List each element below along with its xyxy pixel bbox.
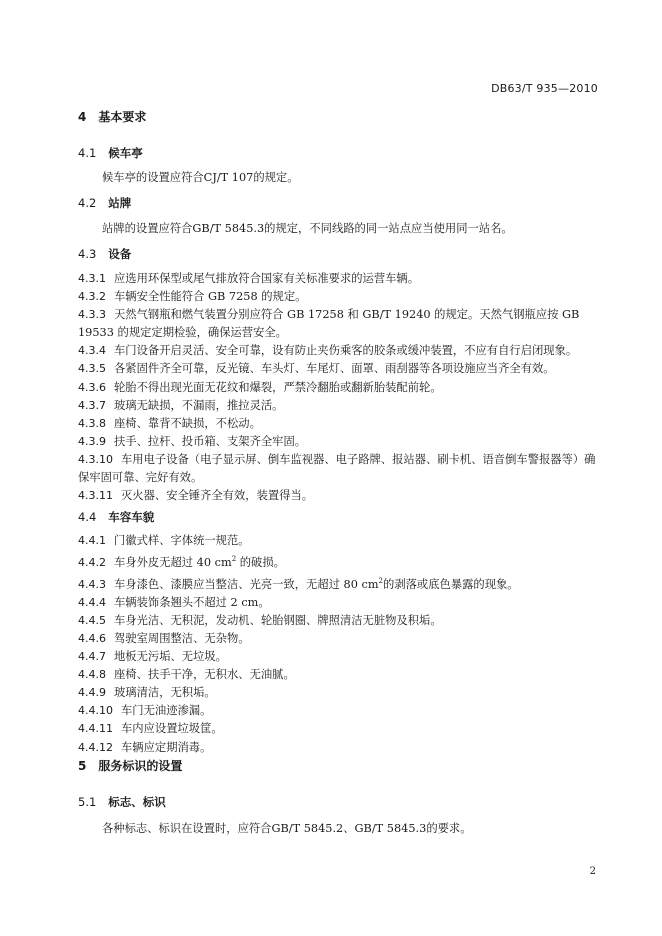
item-text: 车辆安全性能符合 GB 7258 的规定。 [114, 290, 307, 304]
section-5-1-text: 各种标志、标识在设置时，应符合GB/T 5845.2、GB/T 5845.3的要求。 [102, 822, 472, 835]
item-number: 4.4.7 [78, 650, 106, 664]
item-number: 4.4.6 [78, 632, 106, 645]
section-title: 标志、标识 [108, 795, 166, 809]
item-number: 4.4.4 [78, 595, 106, 609]
item-text: 扶手、拉杆、投币箱、支架齐全牢固。 [114, 434, 307, 448]
item-text: 车门无油迹渗漏。 [121, 704, 212, 718]
section-5-heading [78, 757, 602, 774]
section-number: 4.3 [78, 247, 97, 261]
item-number: 4.4.10 [78, 704, 113, 718]
item-text: 的剥落或底色暴露的现象。 [383, 577, 519, 591]
list-item [78, 415, 602, 433]
item-text: 车辆装饰条翘头不超过 2 cm。 [114, 595, 270, 609]
list-item [78, 532, 602, 550]
item-text: 轮胎不得出现光面无花纹和爆裂，严禁冷翻胎或翻新胎装配前轮。 [114, 380, 442, 394]
item-text: 车身光洁、无积泥，发动机、轮胎钢圈、牌照清洁无脏物及积垢。 [114, 613, 442, 627]
item-text: 座椅、扶手干净，无积水、无油腻。 [114, 668, 295, 682]
item-number: 4.4.9 [78, 686, 106, 700]
item-text: 车辆应定期消毒。 [121, 740, 212, 754]
item-number: 4.3.7 [78, 398, 106, 412]
item-text: 的破损。 [236, 555, 285, 569]
item-number: 4.3.1 [78, 272, 106, 285]
item-text: 车内应设置垃圾筐。 [121, 722, 223, 736]
superscript: 2 [231, 555, 237, 564]
section-title: 候车亭 [108, 146, 143, 160]
list-item [78, 487, 602, 505]
list-item [78, 360, 602, 378]
list-item [78, 684, 602, 702]
section-4-2-text: 站牌的设置应符合GB/T 5845.3的规定，不同线路的同一站点应当使用同一站名。 [102, 222, 513, 235]
list-item [78, 288, 602, 306]
list-item [78, 612, 602, 630]
item-text: 门徽式样、字体统一规范。 [114, 534, 250, 547]
section-title: 车容车貌 [108, 510, 155, 524]
section-number: 5.1 [78, 795, 97, 809]
superscript: 2 [378, 576, 384, 585]
section-4-4-list [78, 532, 602, 757]
list-item [78, 572, 602, 594]
item-text: 座椅、靠背不缺损，不松动。 [114, 416, 261, 430]
section-number: 4 [78, 110, 87, 124]
list-item [78, 720, 602, 738]
item-number: 4.4.12 [78, 740, 113, 754]
section-number: 4.4 [78, 510, 97, 524]
item-number: 4.4.1 [78, 534, 106, 547]
item-text: 玻璃无缺损，不漏雨，推拉灵活。 [114, 398, 284, 412]
list-item [78, 270, 602, 288]
list-item [78, 397, 602, 415]
section-number: 4.1 [78, 146, 97, 160]
item-number: 4.3.3 [78, 308, 106, 322]
list-item [78, 739, 602, 757]
list-item [78, 433, 602, 451]
list-item [78, 594, 602, 612]
item-number: 4.3.8 [78, 416, 106, 430]
item-text: 玻璃清洁，无积垢。 [114, 686, 216, 700]
section-4-1-text: 候车亭的设置应符合CJ/T 107的规定。 [102, 171, 299, 184]
item-text: 驾驶室周围整洁、无杂物。 [114, 632, 250, 645]
item-number: 4.3.2 [78, 290, 106, 304]
list-item [78, 379, 602, 397]
section-title: 基本要求 [98, 110, 147, 124]
item-number: 4.4.5 [78, 613, 106, 627]
item-text: 灭火器、安全锤齐全有效，装置得当。 [121, 489, 314, 503]
list-item [78, 451, 602, 487]
section-number: 4.2 [78, 196, 97, 210]
item-number: 4.4.3 [78, 577, 106, 591]
item-text: 各紧固件齐全可靠，反光镜、车头灯、车尾灯、面罩、雨刮器等各项设施应当齐全有效。 [114, 362, 555, 376]
section-5-1-heading [78, 794, 602, 810]
item-number: 4.3.5 [78, 362, 106, 376]
section-4-2-heading [78, 195, 602, 211]
list-item [78, 666, 602, 684]
page-number: 2 [589, 866, 596, 877]
item-number: 4.3.6 [78, 380, 106, 394]
item-text: 车身外皮无超过 40 cm [114, 555, 232, 569]
item-number: 4.4.2 [78, 555, 106, 569]
list-item [78, 342, 602, 360]
list-item [78, 630, 602, 648]
item-number: 4.3.4 [78, 344, 106, 358]
item-text: 地板无污垢、无垃圾。 [114, 650, 227, 664]
item-text: 车身漆色、漆膜应当整洁、光亮一致，无超过 80 cm [114, 577, 379, 591]
section-title: 服务标识的设置 [98, 759, 183, 773]
document-code: DB63/T 935—2010 [491, 82, 598, 95]
item-number: 4.4.8 [78, 668, 106, 682]
section-4-4-heading [78, 509, 602, 525]
section-4-1-heading [78, 145, 602, 161]
list-item [78, 648, 602, 666]
section-title: 设备 [108, 247, 132, 261]
item-text: 车用电子设备（电子显示屏、倒车监视器、电子路牌、报站器、刷卡机、语音倒车警报器等）确保牢固可靠、完好有效。 [78, 452, 596, 485]
section-4-heading [78, 108, 602, 125]
item-text: 天然气钢瓶和燃气装置分别应符合 GB 17258 和 GB/T 19240 的规定。天然气钢瓶应按 GB 19533 的规定定期检验，确保运营安全。 [78, 308, 580, 340]
section-4-3-list [78, 270, 602, 505]
list-item [78, 702, 602, 720]
section-number: 5 [78, 759, 87, 773]
item-number: 4.3.11 [78, 489, 113, 503]
item-number: 4.3.10 [78, 452, 113, 466]
item-text: 应选用环保型或尾气排放符合国家有关标准要求的运营车辆。 [114, 272, 420, 285]
list-item [78, 550, 602, 572]
section-title: 站牌 [108, 196, 132, 210]
item-number: 4.3.9 [78, 434, 106, 448]
item-text: 车门设备开启灵活、安全可靠，设有防止夹伤乘客的胶条或缓冲装置，不应有自行启闭现象。 [114, 344, 578, 358]
list-item [78, 306, 602, 342]
item-number: 4.4.11 [78, 722, 113, 736]
section-4-3-heading [78, 246, 602, 262]
